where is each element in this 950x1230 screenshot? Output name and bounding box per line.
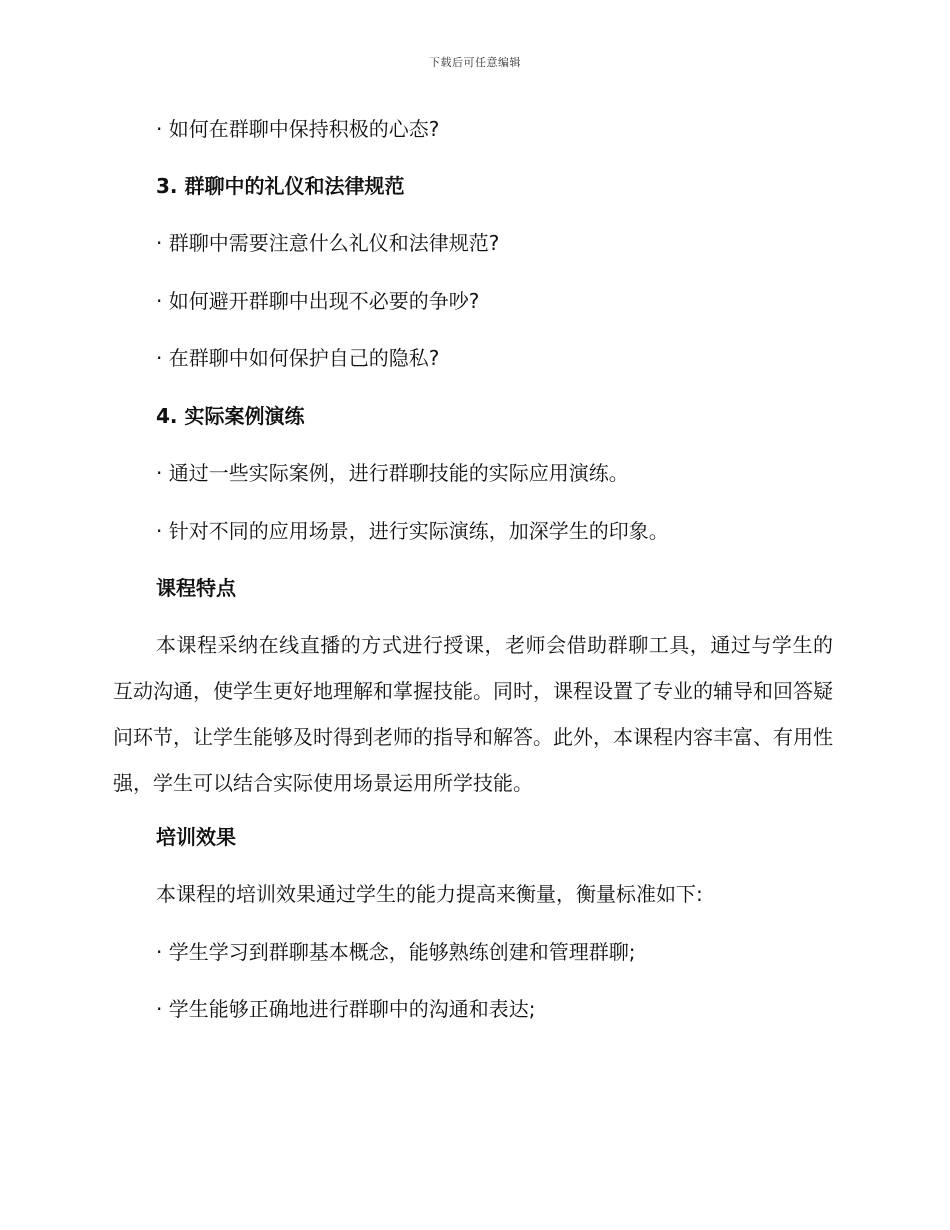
section-heading: 培训效果 — [156, 825, 236, 849]
section-heading: 4. 实际案例演练 — [156, 404, 305, 428]
page-header: 下载后可任意编辑 — [429, 56, 521, 69]
bullet-item: · 如何在群聊中保持积极的心态? — [156, 117, 440, 141]
bullet-item: · 学生能够正确地进行群聊中的沟通和表达; — [156, 997, 536, 1021]
section-heading: 课程特点 — [156, 576, 236, 600]
bullet-item: · 针对不同的应用场景，进行实际演练，加深学生的印象。 — [156, 519, 669, 543]
section-heading: 3. 群聊中的礼仪和法律规范 — [156, 174, 405, 198]
bullet-item: · 通过一些实际案例，进行群聊技能的实际应用演练。 — [156, 461, 629, 485]
bullet-item: · 在群聊中如何保护自己的隐私? — [156, 346, 440, 370]
bullet-item: · 学生学习到群聊基本概念，能够熟练创建和管理群聊; — [156, 940, 636, 964]
bullet-item: · 如何避开群聊中出现不必要的争吵? — [156, 289, 480, 313]
course-features-paragraph: 本课程采纳在线直播的方式进行授课，老师会借助群聊工具，通过与学生的互动沟通，使学生更好地理解和掌握技能。同时，课程设置了专业的辅导和回答疑问环节，让学生能够及时得到老师的指导和解答。此外，本课程内容丰富、有用性强，学生可以结合实际使用场景运用所学技能。 — [113, 633, 833, 795]
body-text: 本课程的培训效果通过学生的能力提高来衡量，衡量标准如下: — [156, 882, 703, 906]
bullet-item: · 群聊中需要注意什么礼仪和法律规范? — [156, 231, 500, 255]
